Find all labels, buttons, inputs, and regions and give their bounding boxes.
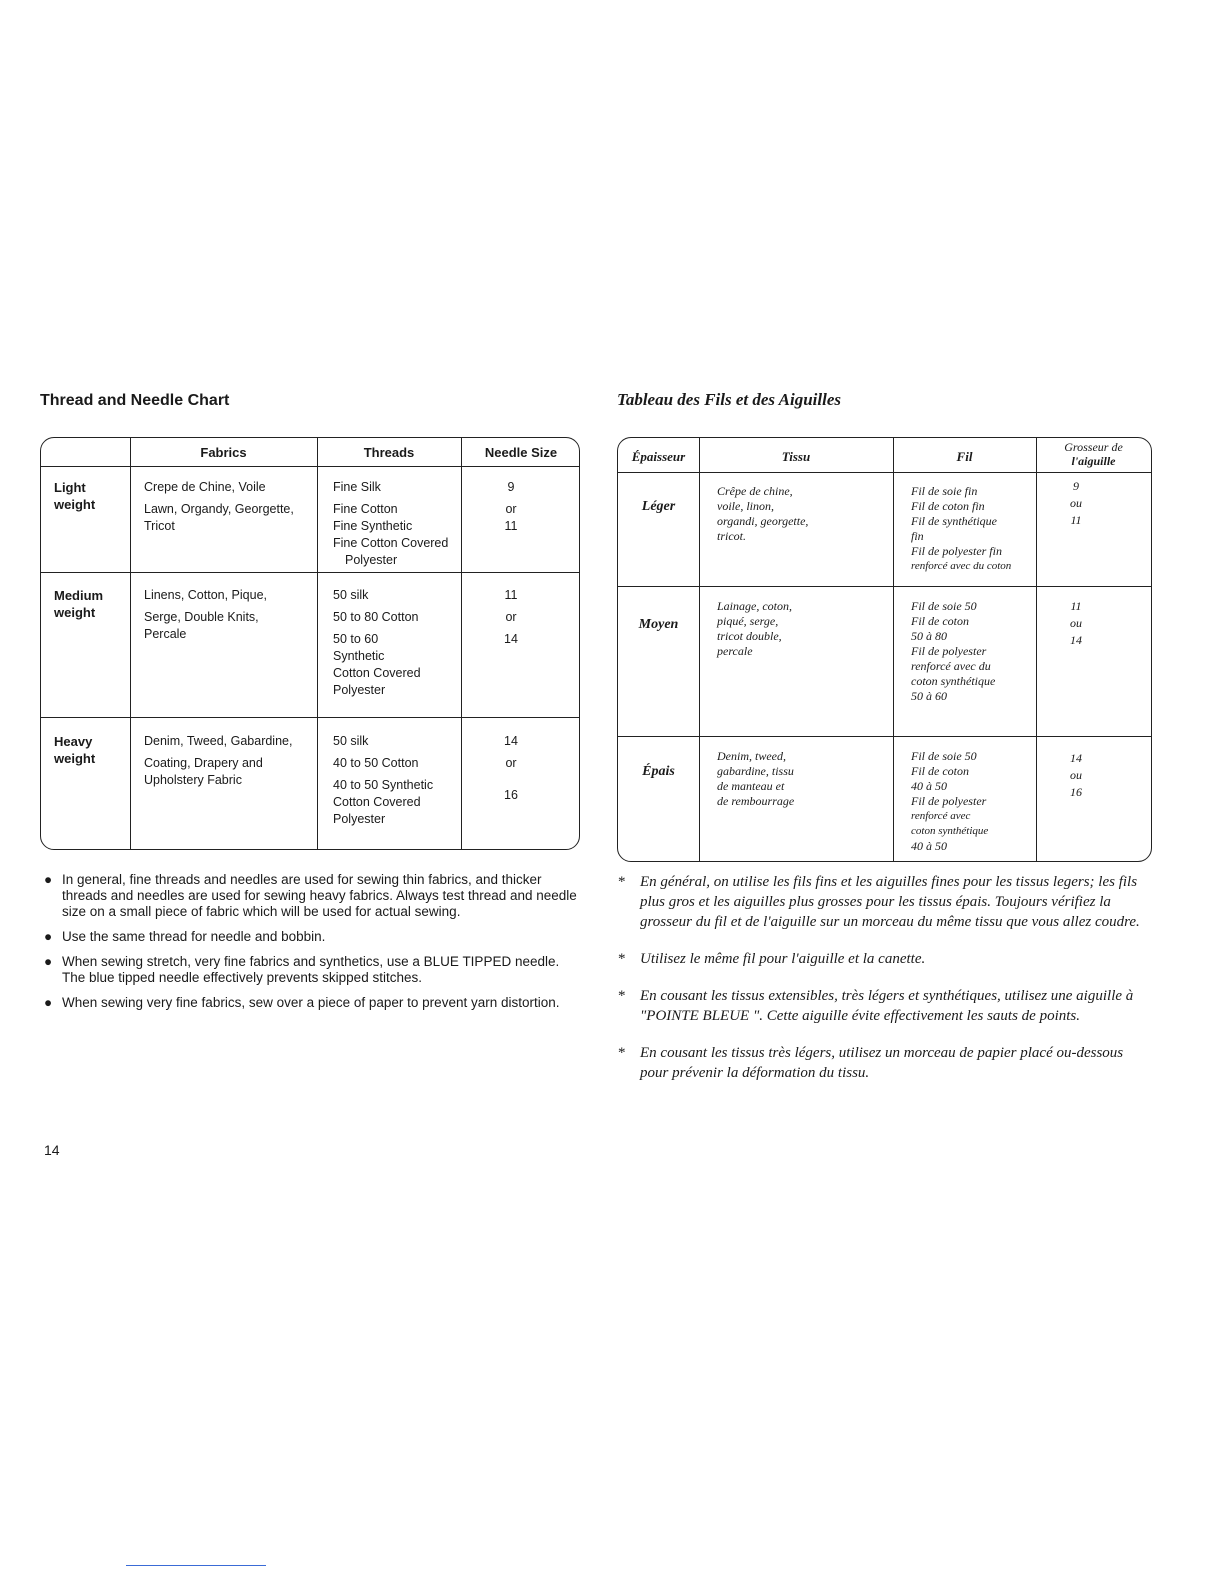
needle-medium <box>461 587 561 648</box>
grosseur-moyen <box>1036 598 1116 649</box>
page-number: 14 <box>44 1142 60 1158</box>
category-word: Light <box>54 480 86 495</box>
thread-line: 50 to 80 Cotton <box>333 610 419 624</box>
header-fil: Fil <box>956 449 973 464</box>
fabrics-heavy <box>144 733 292 789</box>
thread-line: Cotton Covered <box>333 795 421 809</box>
tissu-line: gabardine, tissu <box>717 764 794 778</box>
grosseur-line: 11 <box>1070 513 1082 527</box>
grosseur-line: 16 <box>1070 785 1082 799</box>
needle-line: 16 <box>504 788 518 802</box>
header-fabrics: Fabrics <box>200 445 247 460</box>
needle-light <box>461 479 561 535</box>
thread-line: 40 to 50 Synthetic <box>333 778 434 792</box>
fil-line: Fil de synthétique <box>911 514 997 528</box>
note-text: In general, fine threads and needles are used for sewing thin fabrics, and thicker threads and needles are used for sewing heavy fabrics. Always test thread and needle size on a small piece of fabric which will be used for actual sewing. <box>62 872 577 919</box>
category-word: weight <box>54 497 96 512</box>
note-item <box>618 949 1152 969</box>
grosseur-line: ou <box>1070 768 1082 782</box>
header-grosseur <box>1036 440 1151 468</box>
thread-line: Polyester <box>333 812 386 826</box>
column-divider <box>893 438 894 861</box>
category-epais: Épais <box>642 764 675 779</box>
fabric-line: Lawn, Organdy, Georgette, <box>144 502 294 516</box>
fil-line: Fil de soie 50 <box>911 599 977 613</box>
note-item <box>44 929 580 945</box>
fil-line: coton synthétique <box>911 674 996 688</box>
tissu-line: de rembourrage <box>717 794 795 808</box>
bullet-icon: ● <box>44 929 53 944</box>
tissu-moyen <box>717 599 792 659</box>
header-divider <box>618 472 1151 473</box>
grosseur-line: 9 <box>1073 479 1079 493</box>
french-notes <box>618 872 1152 1100</box>
thread-line: 40 to 50 Cotton <box>333 756 419 770</box>
note-text: When sewing very fine fabrics, sew over a piece of paper to prevent yarn distortion. <box>62 995 560 1010</box>
asterisk-icon: * <box>618 951 626 967</box>
thread-line: Polyester <box>345 553 398 567</box>
category-word: weight <box>54 605 96 620</box>
column-divider <box>699 438 700 861</box>
fabrics-medium <box>144 587 267 643</box>
thread-line: 50 silk <box>333 734 369 748</box>
tissu-epais <box>717 749 794 809</box>
tissu-line: tricot. <box>717 529 746 543</box>
needle-line: or <box>505 502 517 516</box>
english-title: Thread and Needle Chart <box>40 392 230 409</box>
tissu-line: Denim, tweed, <box>717 749 786 763</box>
fil-line: renforcé avec du coton <box>911 560 1012 572</box>
note-text: En cousant les tissus très légers, utilisez un morceau de papier placé ou-dessous pour prévenir la déformation du tissu. <box>640 1045 1124 1081</box>
fabrics-light <box>144 479 294 535</box>
header-threads: Threads <box>363 445 415 460</box>
bullet-icon: ● <box>44 954 53 969</box>
header-epaisseur: Épaisseur <box>631 449 686 464</box>
note-text: Utilisez le même fil pour l'aiguille et la canette. <box>640 951 926 967</box>
header-divider <box>41 466 579 467</box>
french-thread-needle-table <box>617 437 1152 862</box>
category-medium <box>54 587 103 621</box>
fabric-line: Tricot <box>144 519 175 533</box>
needle-line: 14 <box>504 734 518 748</box>
header-needle-size: Needle Size <box>484 445 558 460</box>
grosseur-line: ou <box>1070 496 1082 510</box>
fil-line: Fil de soie fin <box>911 484 978 498</box>
asterisk-icon: * <box>618 988 626 1004</box>
fil-line: Fil de coton <box>911 614 969 628</box>
fabric-line: Coating, Drapery and <box>144 756 263 770</box>
fil-moyen <box>911 599 995 704</box>
bullet-icon: ● <box>44 872 53 887</box>
threads-light <box>333 479 448 569</box>
thread-line: Fine Cotton <box>333 502 398 516</box>
thread-line: 50 silk <box>333 588 369 602</box>
note-text: When sewing stretch, very fine fabrics and synthetics, use a BLUE TIPPED needle. <box>62 954 560 969</box>
note-subtext: The blue tipped needle effectively prevents skipped stitches. <box>62 970 422 985</box>
grosseur-leger <box>1036 478 1116 529</box>
tissu-leger <box>717 484 808 544</box>
tissu-line: de manteau et <box>717 779 785 793</box>
category-moyen: Moyen <box>638 617 679 632</box>
fabric-line: Percale <box>144 627 187 641</box>
asterisk-icon: * <box>618 1045 626 1061</box>
tissu-line: piqué, serge, <box>717 614 779 628</box>
note-text: En cousant les tissus extensibles, très légers et synthétiques, utilisez une aiguille à "POINTE BLEUE ". Cette aiguille évite effectivement les sauts de points. <box>640 988 1134 1024</box>
fil-leger <box>911 484 1011 574</box>
footer-rule <box>126 1565 266 1566</box>
fil-line: Fil de polyester <box>911 794 987 808</box>
thread-line: Synthetic <box>333 649 385 663</box>
tissu-line: Crêpe de chine, <box>717 484 793 498</box>
needle-line: or <box>505 610 517 624</box>
fil-line: 40 à 50 <box>911 779 947 793</box>
tissu-line: tricot double, <box>717 629 782 643</box>
note-item <box>44 954 580 986</box>
french-title: Tableau des Fils et des Aiguilles <box>617 390 842 409</box>
category-word: Heavy <box>54 734 93 749</box>
needle-line: 9 <box>507 480 515 494</box>
category-word: weight <box>54 751 96 766</box>
note-text: En général, on utilise les fils fins et les aiguilles fines pour les tissus legers; les fils plus gros et les aiguilles plus grosses pour les tissus épais. Toujours vérifiez la grosseur du fil et de l'aiguille sur un morceau du même tissu que vous allez coudre. <box>640 874 1140 930</box>
fil-line: fin <box>911 529 924 543</box>
grosseur-line: 14 <box>1070 751 1082 765</box>
category-word: Medium <box>54 588 104 603</box>
thread-line: 50 to 60 <box>333 632 379 646</box>
grosseur-line: ou <box>1070 616 1082 630</box>
needle-line: 14 <box>504 632 518 646</box>
note-item <box>618 986 1152 1026</box>
header-tissu: Tissu <box>781 449 811 464</box>
fabric-line: Linens, Cotton, Pique, <box>144 588 267 602</box>
fil-epais <box>911 749 988 854</box>
category-heavy <box>54 733 95 767</box>
fabric-line: Crepe de Chine, Voile <box>144 480 266 494</box>
tissu-line: Lainage, coton, <box>717 599 792 613</box>
needle-line: 11 <box>504 519 518 533</box>
bullet-icon: ● <box>44 995 53 1010</box>
fil-line: 50 à 60 <box>911 689 947 703</box>
fil-line: Fil de polyester fin <box>911 544 1002 558</box>
note-item <box>618 872 1152 932</box>
asterisk-icon: * <box>618 874 626 890</box>
category-leger: Léger <box>641 499 676 514</box>
needle-line: 11 <box>504 588 518 602</box>
fil-line: coton synthétique <box>911 825 989 837</box>
threads-medium <box>333 587 421 699</box>
fil-line: Fil de coton <box>911 764 969 778</box>
row-divider <box>41 717 579 718</box>
thread-line: Polyester <box>333 683 386 697</box>
tissu-line: voile, linon, <box>717 499 774 513</box>
note-item <box>618 1043 1152 1083</box>
fabric-line: Upholstery Fabric <box>144 773 242 787</box>
fil-line: Fil de polyester <box>911 644 987 658</box>
tissu-line: organdi, georgette, <box>717 514 809 528</box>
thread-line: Fine Synthetic <box>333 519 413 533</box>
fil-line: 50 à 80 <box>911 629 947 643</box>
needle-line: or <box>505 756 517 770</box>
category-light <box>54 479 95 513</box>
grosseur-line: 14 <box>1070 633 1082 647</box>
header-line: Grosseur de <box>1064 440 1123 454</box>
fabric-line: Serge, Double Knits, <box>144 610 259 624</box>
thread-line: Cotton Covered <box>333 666 421 680</box>
thread-line: Fine Cotton Covered <box>333 536 449 550</box>
needle-heavy <box>461 733 561 804</box>
row-divider <box>41 572 579 573</box>
thread-line: Fine Silk <box>333 480 381 494</box>
row-divider <box>618 586 1151 587</box>
threads-heavy <box>333 733 433 828</box>
fabric-line: Denim, Tweed, Gabardine, <box>144 734 293 748</box>
column-divider <box>317 438 318 849</box>
english-thread-needle-table <box>40 437 580 850</box>
row-divider <box>618 736 1151 737</box>
fil-line: renforcé avec <box>911 810 971 822</box>
grosseur-line: 11 <box>1070 599 1082 613</box>
note-item <box>44 872 580 920</box>
fil-line: Fil de coton fin <box>911 499 985 513</box>
header-line: l'aiguille <box>1071 454 1116 468</box>
note-text: Use the same thread for needle and bobbin. <box>62 929 326 944</box>
fil-line: 40 à 50 <box>911 839 947 853</box>
fil-line: renforcé avec du <box>911 659 991 673</box>
grosseur-epais <box>1036 750 1116 801</box>
tissu-line: percale <box>717 644 753 658</box>
fil-line: Fil de soie 50 <box>911 749 977 763</box>
note-item <box>44 995 580 1011</box>
column-divider <box>130 438 131 849</box>
english-notes <box>44 872 580 1020</box>
